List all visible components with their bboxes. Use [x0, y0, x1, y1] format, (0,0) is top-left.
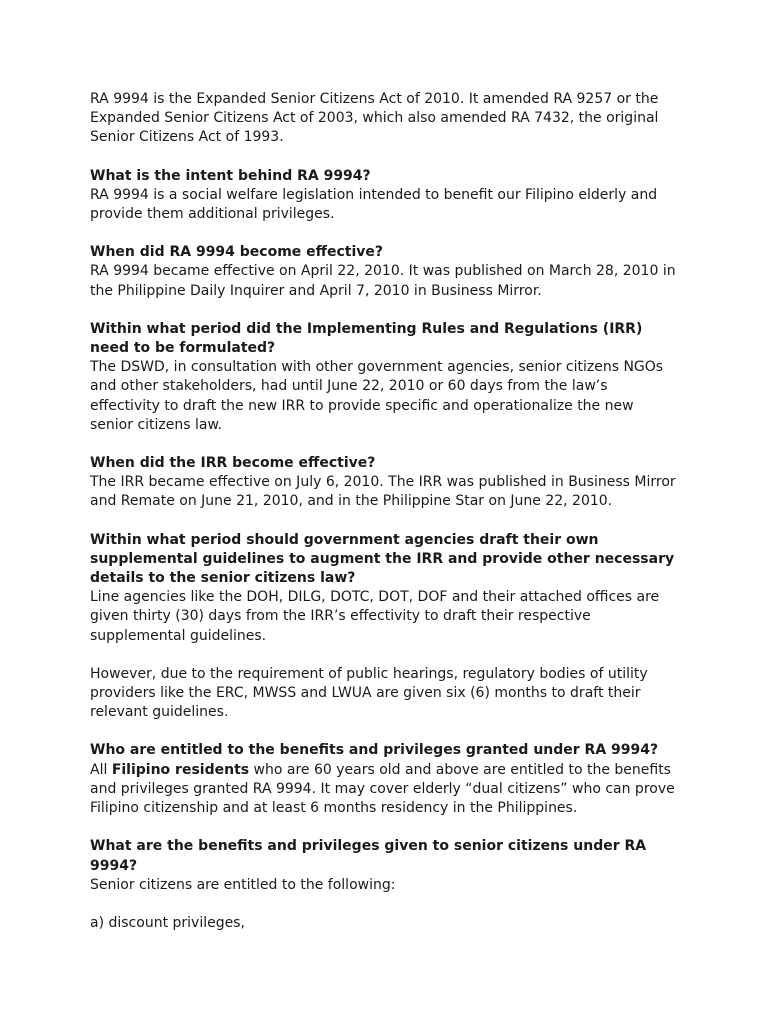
faq-item-intent	[90, 167, 680, 225]
list-item-a: a) discount privileges,	[90, 914, 245, 931]
intro-paragraph: RA 9994 is the Expanded Senior Citizens Act of 2010. It amended RA 9257 or the Expanded Senior Citizens Act of 2003, which also amended RA 7432, the original Senior Citizens Act of 1993.	[90, 91, 659, 146]
faq-answer	[90, 761, 680, 819]
faq-question: When did the IRR become effective?	[90, 455, 376, 472]
faq-answer: RA 9994 is a social welfare legislation intended to benefit our Filipino elderly and provide them additional privileges.	[90, 186, 658, 223]
answer-rest: who are 60 years old and above are entitled to the benefits and privileges granted RA 9994. It may cover elderly “dual citizens” who can prove Filipino citizenship and at least 6 months residency in the Philippines.	[90, 761, 675, 817]
faq-item-irr-effective	[90, 454, 680, 512]
answer-prefix: All	[90, 761, 112, 778]
faq-item-irr-period	[90, 320, 680, 435]
faq-item-benefits	[90, 837, 680, 895]
faq-answer: The DSWD, in consultation with other government agencies, senior citizens NGOs and other stakeholders, had until June 22, 2010 or 60 days from the law’s effectivity to draft the new IRR to provide specific and operationalize the new senior citizens law.	[90, 359, 664, 433]
faq-question: When did RA 9994 become effective?	[90, 244, 384, 261]
faq-question: Who are entitled to the benefits and privileges granted under RA 9994?	[90, 742, 659, 759]
faq-answer: Senior citizens are entitled to the following:	[90, 876, 396, 893]
faq-item-effective	[90, 243, 680, 301]
faq-question: Within what period should government agencies draft their own supplemental guidelines to augment the IRR and provide other necessary details to the senior citizens law?	[90, 531, 675, 587]
faq-answer: The IRR became effective on July 6, 2010. The IRR was published in Business Mirror and Remate on June 21, 2010, and in the Philippine Star on June 22, 2010.	[90, 474, 676, 510]
faq-answer: Line agencies like the DOH, DILG, DOTC, DOT, DOF and their attached offices are given thirty (30) days from the IRR’s effectivity to draft their respective supplemental guidelines.	[90, 589, 660, 644]
faq-answer: RA 9994 became effective on April 22, 2010. It was published on March 28, 2010 in the Philippine Daily Inquirer and April 7, 2010 in Business Mirror.	[90, 263, 676, 299]
faq-item-entitled	[90, 741, 680, 818]
faq-item-supplemental	[90, 531, 680, 646]
faq-question: What is the intent behind RA 9994?	[90, 167, 371, 184]
answer-emphasis: Filipino residents	[111, 761, 250, 778]
faq-question: Within what period did the Implementing Rules and Regulations (IRR) need to be formulated?	[90, 320, 643, 357]
however-paragraph: However, due to the requirement of public hearings, regulatory bodies of utility providers like the ERC, MWSS and LWUA are given six (6) months to draft their relevant guidelines.	[90, 665, 648, 721]
faq-question: What are the benefits and privileges given to senior citizens under RA 9994?	[90, 838, 647, 874]
document-page	[90, 90, 680, 952]
